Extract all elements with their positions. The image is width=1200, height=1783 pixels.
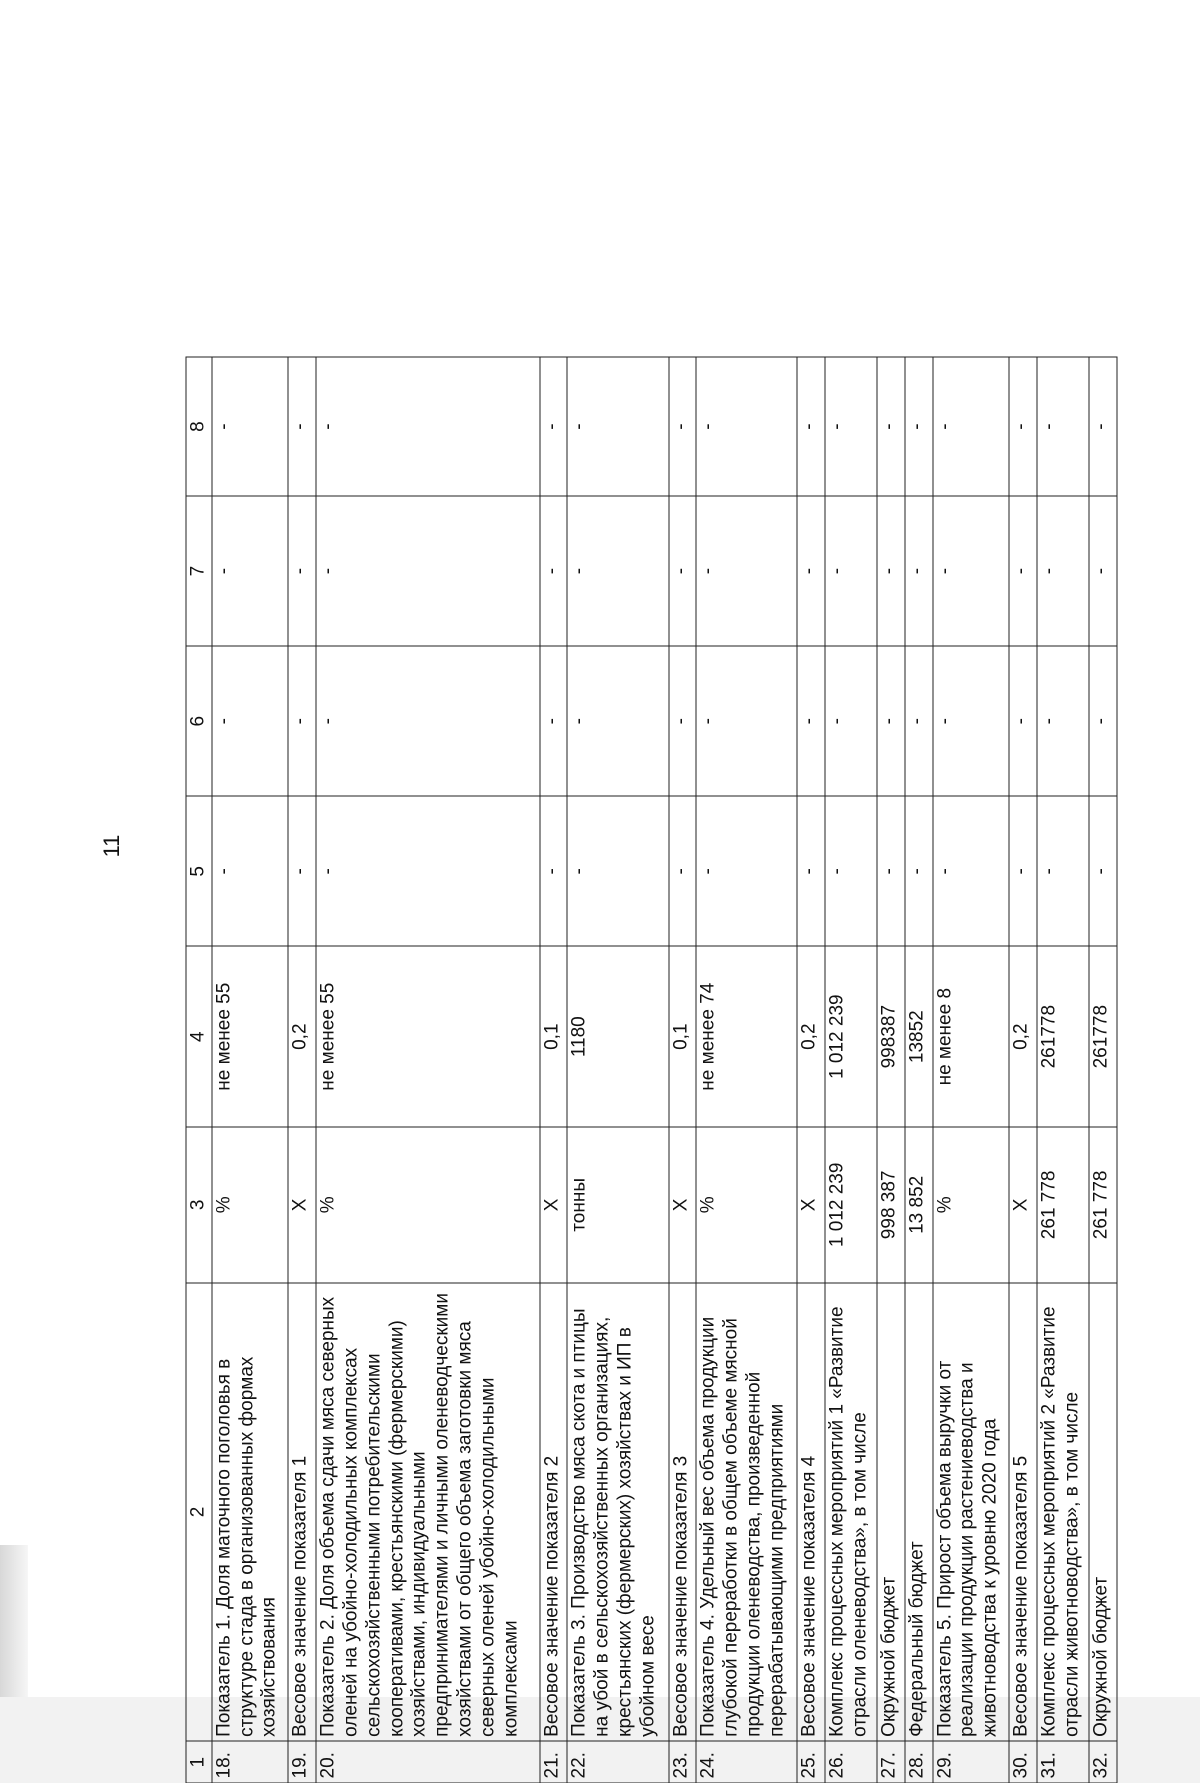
row-number-cell: 27. (877, 1741, 905, 1783)
table-row (825, 357, 877, 1783)
value-cell: - (668, 796, 696, 946)
table-row (1037, 357, 1089, 1783)
value-cell: - (211, 646, 288, 796)
value-cell: - (904, 646, 932, 796)
value-cell: 0,2 (797, 946, 825, 1127)
value-cell: - (1037, 646, 1089, 796)
unit-or-total-cell: X (539, 1127, 567, 1283)
value-cell: - (1009, 496, 1037, 646)
row-number-cell: 26. (825, 1741, 877, 1783)
value-cell: - (1037, 496, 1089, 646)
row-number-cell: 20. (316, 1741, 540, 1783)
unit-or-total-cell: 1 012 239 (825, 1127, 877, 1283)
value-cell: - (904, 357, 932, 496)
value-cell: - (567, 796, 668, 946)
column-header: 7 (186, 496, 212, 646)
value-cell: - (668, 646, 696, 796)
unit-or-total-cell: % (696, 1127, 797, 1283)
value-cell: - (1009, 796, 1037, 946)
indicator-name-cell: Весовое значение показателя 1 (288, 1282, 316, 1741)
table-row (877, 357, 905, 1783)
value-cell: 261778 (1037, 946, 1089, 1127)
rotated-table-container (185, 356, 1117, 1783)
value-cell: - (877, 646, 905, 796)
unit-or-total-cell: X (668, 1127, 696, 1283)
indicator-name-cell: Весовое значение показателя 3 (668, 1282, 696, 1741)
value-cell: - (932, 357, 1009, 496)
table-row (539, 357, 567, 1783)
indicator-name-cell: Показатель 5. Прирост объема выручки от реализации продукции растениеводства и животноводства к уровню 2020 года (932, 1282, 1009, 1741)
column-header: 1 (186, 1741, 212, 1783)
column-header: 8 (186, 357, 212, 496)
value-cell: - (1037, 796, 1089, 946)
value-cell: - (696, 646, 797, 796)
value-cell: - (932, 496, 1009, 646)
value-cell: - (877, 496, 905, 646)
value-cell: - (567, 646, 668, 796)
unit-or-total-cell: 261 778 (1089, 1127, 1117, 1283)
value-cell: - (211, 357, 288, 496)
value-cell: 261778 (1089, 946, 1117, 1127)
scan-edge-shadow (0, 1545, 28, 1697)
unit-or-total-cell: X (1009, 1127, 1037, 1283)
row-number-cell: 25. (797, 1741, 825, 1783)
value-cell: - (211, 496, 288, 646)
value-cell: - (932, 646, 1009, 796)
value-cell: - (696, 357, 797, 496)
value-cell: 1 012 239 (825, 946, 877, 1127)
indicator-name-cell: Показатель 2. Доля объема сдачи мяса северных оленей на убойно-холодильных комплексах сельскохозяйственными потребительскими кооперативами, крестьянскими (фермерскими) хозяйствами, индивидуальными предпринимателями и личными оленеводческими хозяйствами от общего объема заготовки мяса северных оленей убойно-холодильными комплексами (316, 1282, 540, 1741)
row-number-cell: 29. (932, 1741, 1009, 1783)
page-number: 11 (99, 834, 124, 858)
indicators-table (185, 356, 1117, 1783)
value-cell: - (539, 496, 567, 646)
value-cell: 0,1 (668, 946, 696, 1127)
value-cell: - (316, 357, 540, 496)
value-cell: - (539, 796, 567, 946)
table-row (904, 357, 932, 1783)
value-cell: - (1009, 357, 1037, 496)
value-cell: - (539, 357, 567, 496)
value-cell: - (1089, 496, 1117, 646)
unit-or-total-cell: % (316, 1127, 540, 1283)
table-header-row (186, 357, 212, 1783)
unit-or-total-cell: X (797, 1127, 825, 1283)
unit-or-total-cell: 13 852 (904, 1127, 932, 1283)
value-cell: - (288, 796, 316, 946)
value-cell: 1180 (567, 946, 668, 1127)
value-cell: - (825, 496, 877, 646)
value-cell: 0,2 (1009, 946, 1037, 1127)
row-number-cell: 19. (288, 1741, 316, 1783)
row-number-cell: 21. (539, 1741, 567, 1783)
row-number-cell: 28. (904, 1741, 932, 1783)
value-cell: - (288, 646, 316, 796)
table-row (1089, 357, 1117, 1783)
value-cell: - (668, 496, 696, 646)
table-row (288, 357, 316, 1783)
row-number-cell: 32. (1089, 1741, 1117, 1783)
row-number-cell: 22. (567, 1741, 668, 1783)
value-cell: 998387 (877, 946, 905, 1127)
unit-or-total-cell: 998 387 (877, 1127, 905, 1283)
row-number-cell: 31. (1037, 1741, 1089, 1783)
indicator-name-cell: Показатель 3. Производство мяса скота и птицы на убой в сельскохозяйственных организациях, крестьянских (фермерских) хозяйствах и ИП в убойном весе (567, 1282, 668, 1741)
value-cell: - (316, 646, 540, 796)
value-cell: - (288, 496, 316, 646)
table-row (316, 357, 540, 1783)
value-cell: не менее 74 (696, 946, 797, 1127)
unit-or-total-cell: % (932, 1127, 1009, 1283)
value-cell: - (539, 646, 567, 796)
value-cell: - (316, 796, 540, 946)
unit-or-total-cell: тонны (567, 1127, 668, 1283)
value-cell: - (877, 357, 905, 496)
value-cell: - (696, 496, 797, 646)
value-cell: - (1089, 796, 1117, 946)
column-header: 6 (186, 646, 212, 796)
value-cell: - (1089, 357, 1117, 496)
indicator-name-cell: Федеральный бюджет (904, 1282, 932, 1741)
table-row (567, 357, 668, 1783)
value-cell: - (797, 796, 825, 946)
value-cell: - (825, 357, 877, 496)
table-row (797, 357, 825, 1783)
value-cell: - (825, 646, 877, 796)
value-cell: - (696, 796, 797, 946)
unit-or-total-cell: % (211, 1127, 288, 1283)
table-row (211, 357, 288, 1783)
indicator-name-cell: Комплекс процессных мероприятий 1 «Развитие отрасли оленеводства», в том числе (825, 1282, 877, 1741)
value-cell: - (1009, 646, 1037, 796)
value-cell: - (904, 796, 932, 946)
value-cell: 13852 (904, 946, 932, 1127)
indicator-name-cell: Комплекс процессных мероприятий 2 «Развитие отрасли животноводства», в том числе (1037, 1282, 1089, 1741)
value-cell: 0,1 (539, 946, 567, 1127)
indicator-name-cell: Показатель 1. Доля маточного поголовья в структуре стада в организованных формах хозяйствования (211, 1282, 288, 1741)
row-number-cell: 23. (668, 1741, 696, 1783)
row-number-cell: 24. (696, 1741, 797, 1783)
indicator-name-cell: Весовое значение показателя 5 (1009, 1282, 1037, 1741)
table-row (668, 357, 696, 1783)
value-cell: - (825, 796, 877, 946)
indicator-name-cell: Весовое значение показателя 2 (539, 1282, 567, 1741)
table-row (696, 357, 797, 1783)
value-cell: не менее 8 (932, 946, 1009, 1127)
row-number-cell: 30. (1009, 1741, 1037, 1783)
value-cell: - (668, 357, 696, 496)
table-row (932, 357, 1009, 1783)
value-cell: не менее 55 (316, 946, 540, 1127)
value-cell: - (316, 496, 540, 646)
value-cell: - (932, 796, 1009, 946)
value-cell: - (877, 796, 905, 946)
unit-or-total-cell: X (288, 1127, 316, 1283)
column-header: 4 (186, 946, 212, 1127)
value-cell: - (904, 496, 932, 646)
value-cell: - (797, 496, 825, 646)
value-cell: - (797, 646, 825, 796)
unit-or-total-cell: 261 778 (1037, 1127, 1089, 1283)
value-cell: - (288, 357, 316, 496)
indicator-name-cell: Окружной бюджет (1089, 1282, 1117, 1741)
value-cell: - (797, 357, 825, 496)
table-row (1009, 357, 1037, 1783)
indicator-name-cell: Показатель 4. Удельный вес объема продукции глубокой переработки в общем объеме мясной продукции оленеводства, произведенной перерабатывающими предприятиями (696, 1282, 797, 1741)
column-header: 5 (186, 796, 212, 946)
column-header: 2 (186, 1282, 212, 1741)
value-cell: - (1089, 646, 1117, 796)
value-cell: - (1037, 357, 1089, 496)
value-cell: - (211, 796, 288, 946)
value-cell: - (567, 496, 668, 646)
indicator-name-cell: Весовое значение показателя 4 (797, 1282, 825, 1741)
value-cell: не менее 55 (211, 946, 288, 1127)
column-header: 3 (186, 1127, 212, 1283)
value-cell: - (567, 357, 668, 496)
value-cell: 0,2 (288, 946, 316, 1127)
row-number-cell: 18. (211, 1741, 288, 1783)
indicator-name-cell: Окружной бюджет (877, 1282, 905, 1741)
